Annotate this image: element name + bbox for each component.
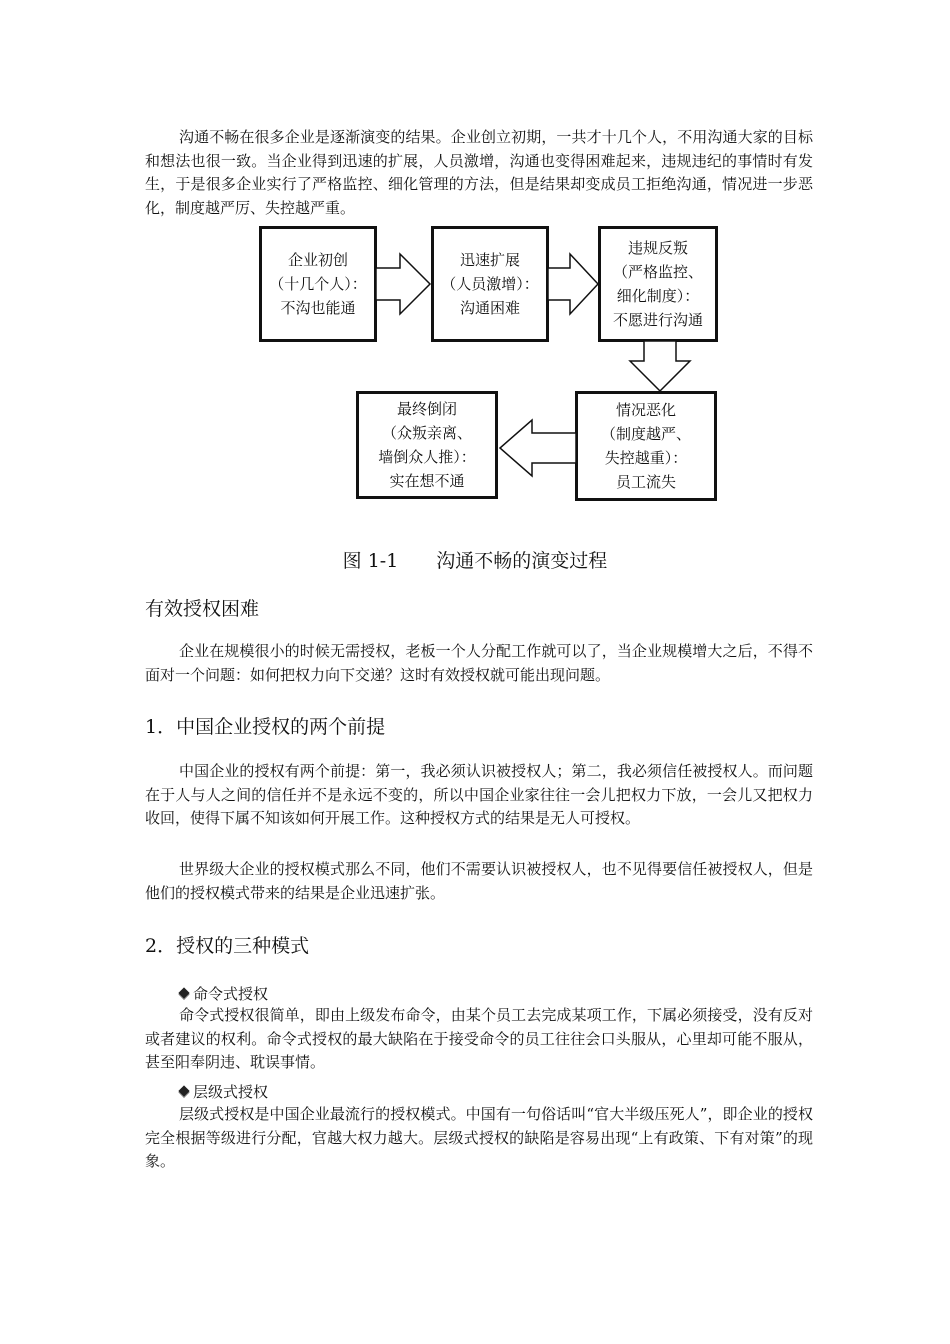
diamond-bullet-icon — [178, 1085, 189, 1096]
mode1-paragraph: 命令式授权很简单，即由上级发布命令，由某个员工去完成某项工作，下属必须接受，没有反对或者建议的权利。命令式授权的最大缺陷在于接受命令的员工往往会口头服从，心里却可能不服从，甚至阳奉阴违、耽误事情。 — [145, 1006, 813, 1071]
arrow-right-icon — [548, 252, 600, 316]
flow-box-violation: 违规反叛 （严格监控、 细化制度）： 不愿进行沟通 — [598, 226, 718, 342]
flow-box-startup: 企业初创 （十几个人）： 不沟也能通 — [259, 226, 377, 342]
heading-2: 2．授权的三种模式 — [145, 935, 310, 957]
arrow-right-icon — [376, 252, 432, 316]
arrow-down-icon — [628, 341, 692, 393]
mode2-paragraph: 层级式授权是中国企业最流行的授权模式。中国有一句俗话叫“官大半级压死人”，即企业的授权完全根据等级进行分配，官越大权力越大。层级式授权的缺陷是容易出现“上有政策、下有对策”的现象。 — [145, 1105, 813, 1170]
flow-box-collapse: 最终倒闭 （众叛亲离、 墙倒众人推）： 实在想不通 — [356, 391, 498, 499]
flow-box-expansion: 迅速扩展 （人员激增）： 沟通困难 — [431, 226, 549, 342]
diamond-bullet-icon — [178, 987, 189, 998]
figure-caption: 图 1-1 沟通不畅的演变过程 — [342, 550, 608, 572]
intro-paragraph: 沟通不畅在很多企业是逐渐演变的结果。企业创立初期，一共才十几个人，不用沟通大家的目标和想法也很一致。当企业得到迅速的扩展，人员激增，沟通也变得困难起来，违规违纪的事情时有发生，于是很多企业实行了严格监控、细化管理的方法，但是结果却变成员工拒绝沟通，情况进一步恶化，制度越严厉、失控越严重。 — [145, 128, 813, 217]
arrow-left-icon — [498, 418, 576, 478]
section-title: 有效授权困难 — [145, 598, 260, 620]
mode1-title: 命令式授权 — [180, 983, 268, 1004]
heading-1: 1．中国企业授权的两个前提 — [145, 716, 386, 738]
paragraph-prerequisites: 中国企业的授权有两个前提：第一，我必须认识被授权人；第二，我必须信任被授权人。而问题在于人与人之间的信任并不是永远不变的，所以中国企业家往往一会儿把权力下放，一会儿又把权力收回，使得下属不知该如何开展工作。这种授权方式的结果是无人可授权。 — [145, 762, 813, 827]
mode2-title: 层级式授权 — [180, 1081, 268, 1102]
section-paragraph: 企业在规模很小的时候无需授权，老板一个人分配工作就可以了，当企业规模增大之后，不得不面对一个问题：如何把权力向下交递？这时有效授权就可能出现问题。 — [145, 642, 813, 684]
flow-box-deterioration: 情况恶化 （制度越严、 失控越重）： 员工流失 — [575, 391, 717, 501]
paragraph-world-class: 世界级大企业的授权模式那么不同，他们不需要认识被授权人，也不见得要信任被授权人，但是他们的授权模式带来的结果是企业迅速扩张。 — [145, 860, 813, 902]
